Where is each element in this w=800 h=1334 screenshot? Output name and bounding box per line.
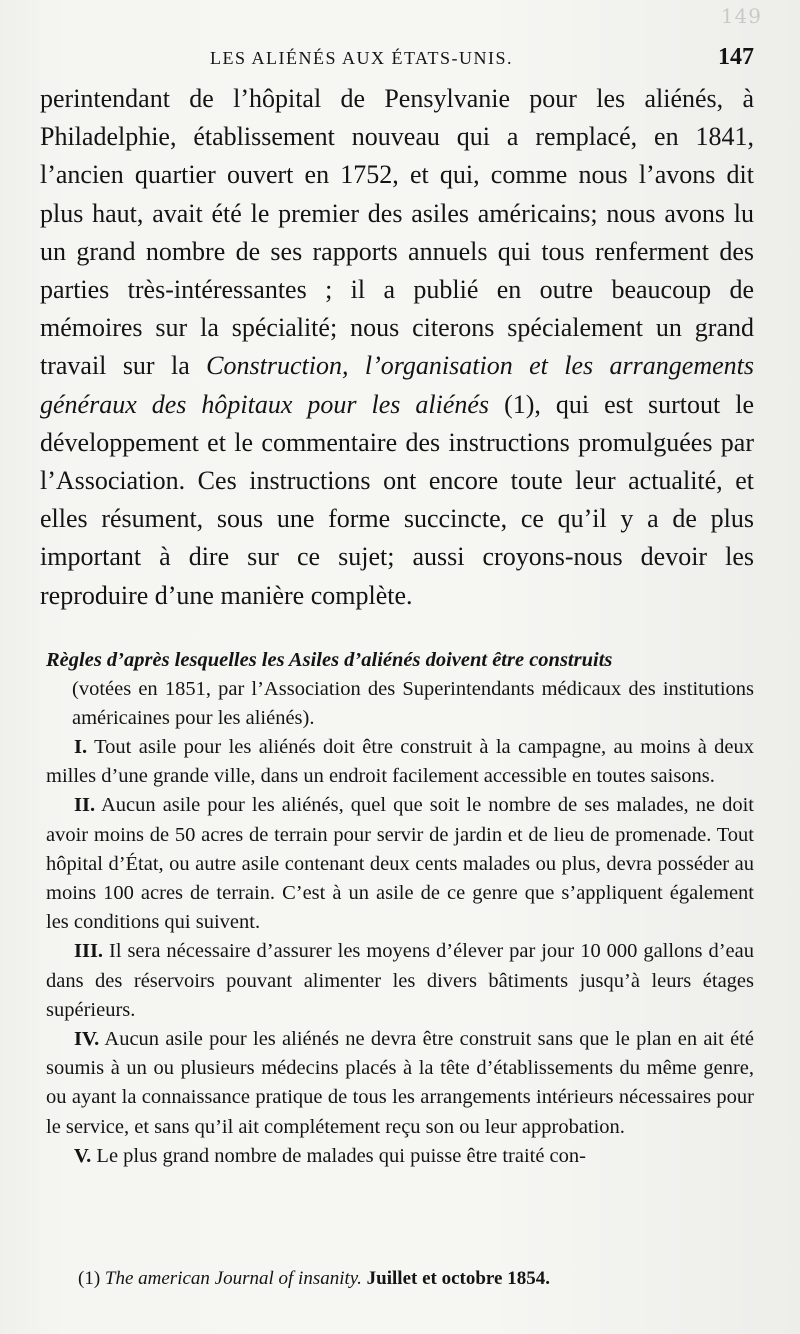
rules-list — [46, 733, 754, 1171]
rule-item — [46, 1142, 754, 1171]
paragraph — [40, 80, 754, 615]
rule-numeral: III. — [74, 940, 104, 963]
rule-text: Tout asile pour les aliénés doit être construit à la campagne, au moins à deux milles d’une grande ville, dans un endroit facilement accessible en toutes saisons. — [46, 736, 754, 788]
paragraph-text-end: (1), qui est surtout le développement et le commentaire des instructions promulguées par l’Association. Ces instructions ont encore toute leur actualité, et elles résument, sous une forme succincte, ce qu’il y a de plus important à dire sur ce sujet; aussi croyons-nous devoir les reproduire d’une manière complète. — [40, 389, 754, 610]
rule-numeral: II. — [74, 794, 96, 817]
rule-text: Le plus grand nombre de malades qui puisse être traité con- — [91, 1144, 586, 1167]
rule-numeral: IV. — [74, 1028, 100, 1051]
rule-text: Aucun asile pour les aliénés ne devra être construit sans que le plan en ait été soumis à un ou plusieurs médecins placés à la tête d’établissements du même genre, ou ayant la connaissance pratique de tous les arrangements intérieurs nécessaires pour le service, et sans qu’il ait complétement reçu son ou leur approbation. — [46, 1028, 754, 1138]
show-through-page-number: 149 — [720, 4, 762, 28]
main-text — [40, 80, 754, 615]
footnote-date: Juillet et octobre 1854. — [361, 1268, 550, 1289]
paragraph-text-start: perintendant de l’hôpital de Pensylvanie pour les aliénés, à Philadelphie, établissement nouveau qui a remplacé, en 1841, l’ancien quartier ouvert en 1752, et qui, comme nous l’avons dit plus haut, avait été le premier des asiles américains; nous avons lu un grand nombre de ses rapports annuels qui tous renferment des parties très-intéressantes ; il a publié en outre beaucoup de mémoires sur la spécialité; nous citerons spécialement un grand travail sur la — [40, 84, 754, 381]
page-header — [40, 44, 754, 74]
rule-text: Il sera nécessaire d’assurer les moyens d’élever par jour 10 000 gallons d’eau dans des réservoirs pouvant alimenter les divers bâtiments jusqu’à leurs étages supérieurs. — [46, 940, 754, 1021]
footnote-marker: (1) — [78, 1268, 105, 1289]
footnote — [78, 1266, 754, 1292]
rule-numeral: I. — [74, 736, 88, 758]
running-head: LES ALIÉNÉS AUX ÉTATS-UNIS. — [210, 48, 514, 68]
footnote-journal-title: The american Journal of insanity. — [104, 1268, 362, 1289]
rule-item — [46, 791, 754, 937]
rule-item — [46, 1025, 754, 1142]
book-title-italic: Construction, l’organisation et les arrangements généraux des hôpitaux pour les aliénés — [40, 351, 754, 419]
page-number: 147 — [718, 44, 754, 70]
rule-item — [46, 937, 754, 1025]
rules-heading: Règles d’après lesquelles les Asiles d’aliénés doivent être construits — [46, 649, 613, 671]
rule-item — [46, 733, 754, 791]
rules-subheading: (votées en 1851, par l’Association des Superintendants médicaux des institutions américaines pour les aliénés). — [72, 678, 754, 729]
rule-numeral: V. — [74, 1144, 92, 1167]
rule-text: Aucun asile pour les aliénés, quel que soit le nombre de ses malades, ne doit avoir moins de 50 acres de terrain pour servir de jardin et de lieu de promenade. Tout hôpital d’État, ou autre asile contenant deux cents malades ou plus, devra posséder au moins 100 acres de terrain. C’est à un asile de ce genre que s’appliquent également les conditions qui suivent. — [46, 794, 754, 934]
